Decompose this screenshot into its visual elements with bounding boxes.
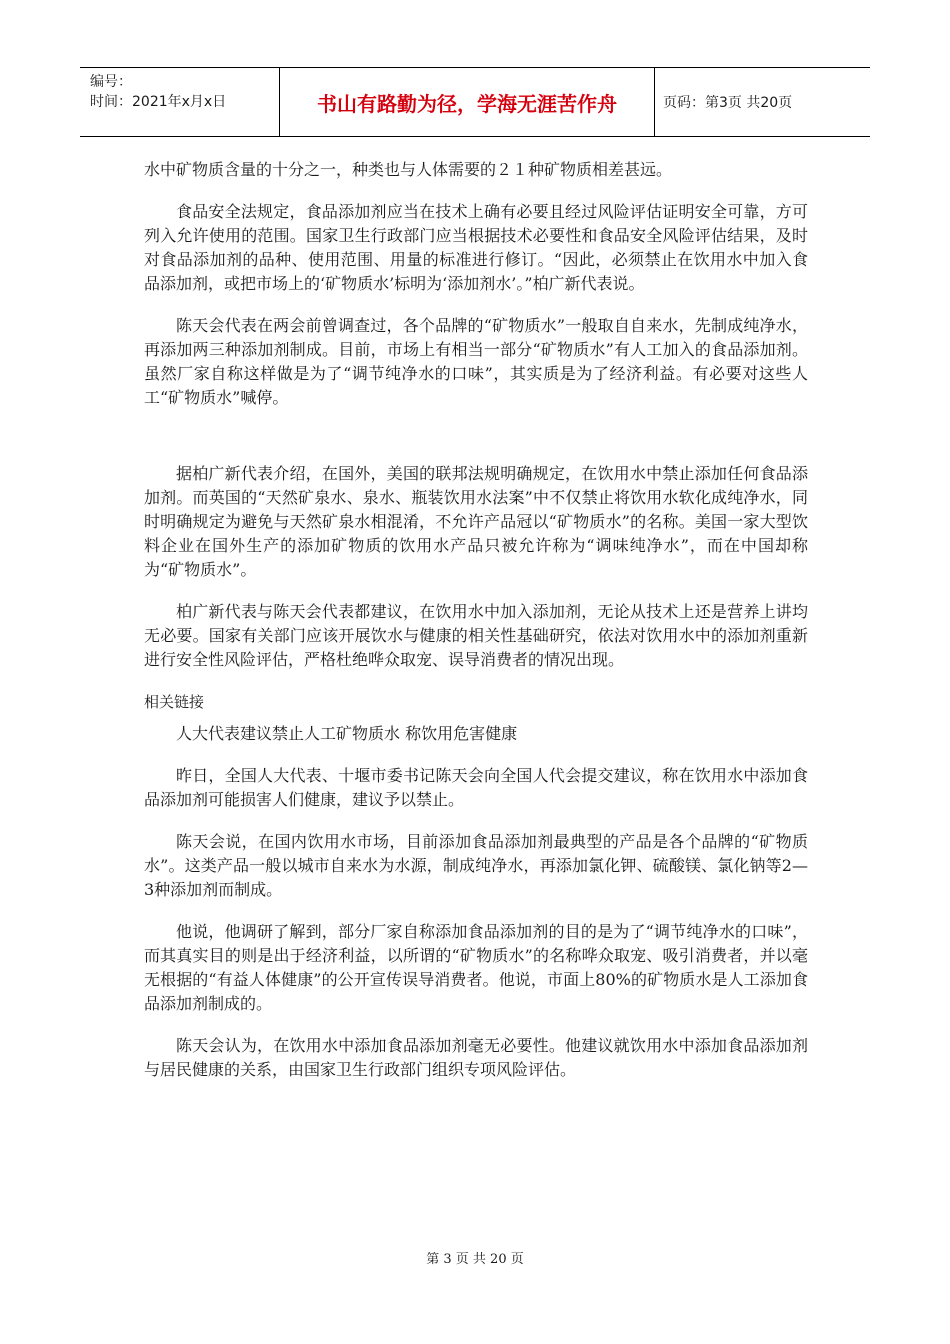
paragraph: 陈天会说，在国内饮用水市场，目前添加食品添加剂最典型的产品是各个品牌的“矿物质水”。这类产品一般以城市自来水为水源，制成纯净水，再添加氯化钾、硫酸镁、氯化钠等2—3种添加剂而制成。 <box>144 832 808 899</box>
document-body <box>144 158 808 1100</box>
paragraph: 陈天会认为，在饮用水中添加食品添加剂毫无必要性。他建议就饮用水中添加食品添加剂与居民健康的关系，由国家卫生行政部门组织专项风险评估。 <box>144 1036 808 1079</box>
paragraph: 他说，他调研了解到，部分厂家自称添加食品添加剂的目的是为了“调节纯净水的口味”，而其真实目的则是出于经济利益，以所谓的“矿物质水”的名称哗众取宠、吸引消费者，并以毫无根据的“有益人体健康”的公开宣传误导消费者。他说，市面上80%的矿物质水是人工添加食品添加剂制成的。 <box>144 922 808 1013</box>
paragraph: 据柏广新代表介绍，在国外，美国的联邦法规明确规定，在饮用水中禁止添加任何食品添加剂。而英国的“天然矿泉水、泉水、瓶装饮用水法案”中不仅禁止将饮用水软化成纯净水，同时明确规定为避免与天然矿泉水相混淆，不允许产品冠以“矿物质水”的名称。美国一家大型饮料企业在国外生产的添加矿物质的饮用水产品只被允许称为“调味纯净水”，而在中国却称为“矿物质水”。 <box>144 464 808 579</box>
time-label: 时间：2021年x月x日 <box>90 94 227 110</box>
header-motto: 书山有路勤为径，学海无涯苦作舟 <box>280 68 655 136</box>
related-links-label: 相关链接 <box>144 693 205 711</box>
related-article-title: 人大代表建议禁止人工矿物质水 称饮用危害健康 <box>176 724 518 743</box>
page-header <box>80 67 870 137</box>
header-page-info: 页码：第3页 共20页 <box>663 95 793 111</box>
paragraph: 食品安全法规定，食品添加剂应当在技术上确有必要且经过风险评估证明安全可靠，方可列入允许使用的范围。国家卫生行政部门应当根据技术必要性和食品安全风险评估结果，及时对食品添加剂的品种、使用范围、用量的标准进行修订。“因此，必须禁止在饮用水中加入食品添加剂，或把市场上的‘矿物质水’标明为‘添加剂水’。”柏广新代表说。 <box>144 202 808 293</box>
paragraph-continued: 水中矿物质含量的十分之一，种类也与人体需要的２１种矿物质相差甚远。 <box>144 160 673 179</box>
header-meta <box>80 68 280 136</box>
paragraph: 柏广新代表与陈天会代表都建议，在饮用水中加入添加剂，无论从技术上还是营养上讲均无必要。国家有关部门应该开展饮水与健康的相关性基础研究，依法对饮用水中的添加剂重新进行安全性风险评估，严格杜绝哗众取宠、误导消费者的情况出现。 <box>144 602 808 669</box>
paragraph: 昨日，全国人大代表、十堰市委书记陈天会向全国人代会提交建议，称在饮用水中添加食品添加剂可能损害人们健康，建议予以禁止。 <box>144 766 808 809</box>
page-footer: 第 3 页 共 20 页 <box>426 1252 524 1267</box>
paragraph: 陈天会代表在两会前曾调查过，各个品牌的“矿物质水”一般取自自来水，先制成纯净水，再添加两三种添加剂制成。目前，市场上有相当一部分“矿物质水”有人工加入的食品添加剂。虽然厂家自称这样做是为了“调节纯净水的口味”，其实质是为了经济利益。有必要对这些人工“矿物质水”喊停。 <box>144 316 808 407</box>
number-label: 编号： <box>90 74 132 90</box>
